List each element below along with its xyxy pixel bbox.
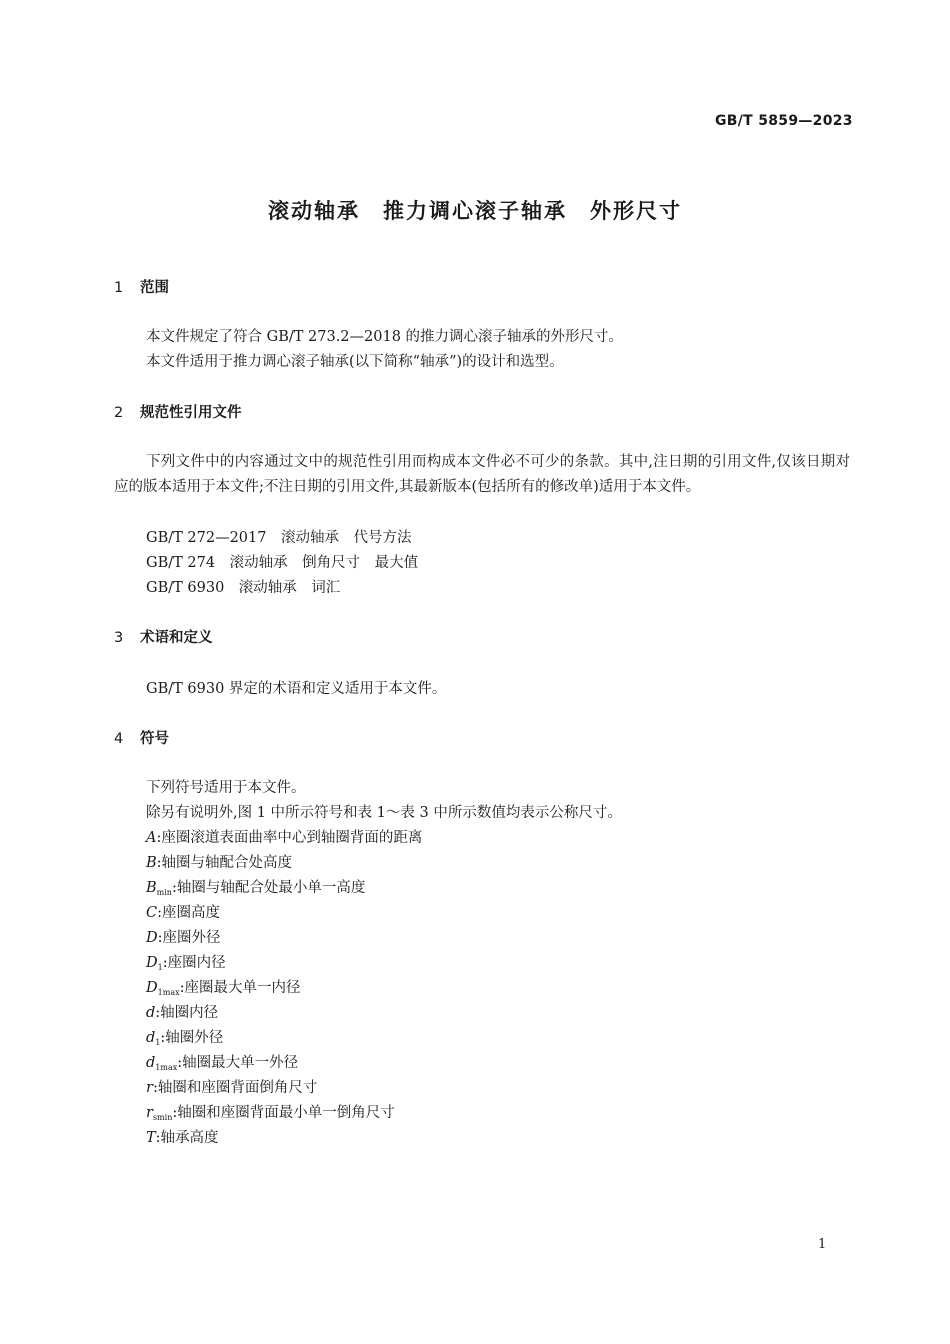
paragraph-line: 本文件适用于推力调心滚子轴承(以下简称“轴承”)的设计和选型。 xyxy=(146,354,564,370)
symbol-description: :轴圈最大单一外径 xyxy=(177,1055,299,1071)
standard-number: GB/T 5859—2023 xyxy=(715,113,853,129)
document-title: 滚动轴承 推力调心滚子轴承 外形尺寸 xyxy=(268,199,682,223)
symbol-description: :轴圈和座圈背面倒角尺寸 xyxy=(152,1080,318,1096)
reference-item: GB/T 6930 滚动轴承 词汇 xyxy=(146,580,341,596)
symbol-item xyxy=(146,901,220,922)
reference-item: GB/T 272—2017 滚动轴承 代号方法 xyxy=(146,530,412,546)
symbol-item xyxy=(146,1101,395,1122)
section-number: 3 xyxy=(114,630,124,646)
symbol-item xyxy=(146,951,226,972)
symbol: T xyxy=(146,1130,156,1146)
symbol: A xyxy=(146,830,157,846)
symbol-subscript: 1max xyxy=(155,1063,178,1072)
section-title: 范围 xyxy=(140,280,169,296)
symbol-item xyxy=(146,1126,219,1147)
normative-paragraph: 下列文件中的内容通过文中的规范性引用而构成本文件必不可少的条款。其中,注日期的引用文件,仅该日期对应的版本适用于本文件;不注日期的引用文件,其最新版本(包括所有的修改单)适用于本文件。 xyxy=(114,454,850,495)
section-2-heading xyxy=(114,401,242,422)
section-title: 规范性引用文件 xyxy=(140,405,242,421)
section-4-heading xyxy=(114,727,169,748)
symbol-subscript: 1max xyxy=(157,988,180,997)
symbol: B xyxy=(146,880,157,896)
symbol-item xyxy=(146,826,422,847)
symbol-item xyxy=(146,851,292,872)
symbol-description: :座圈内径 xyxy=(162,955,226,971)
symbol-description: :座圈外径 xyxy=(157,930,221,946)
symbol: r xyxy=(146,1080,153,1096)
section-title: 符号 xyxy=(140,731,169,747)
symbol-subscript: smin xyxy=(152,1113,173,1122)
section-number: 4 xyxy=(114,731,124,747)
paragraph-line: GB/T 6930 界定的术语和定义适用于本文件。 xyxy=(146,681,447,697)
symbol-item xyxy=(146,976,301,997)
symbol-item xyxy=(146,1001,218,1022)
symbol-item xyxy=(146,1051,298,1072)
symbol: D xyxy=(146,955,158,971)
symbol-description: :轴圈外径 xyxy=(160,1030,224,1046)
section-3-heading xyxy=(114,626,213,647)
paragraph-line: 除另有说明外,图 1 中所示符号和表 1～表 3 中所示数值均表示公称尺寸。 xyxy=(146,805,622,821)
symbol-item xyxy=(146,926,221,947)
symbol-description: :轴圈内径 xyxy=(155,1005,219,1021)
symbol-subscript: min xyxy=(156,888,172,897)
symbol-item xyxy=(146,1026,223,1047)
symbol-item xyxy=(146,1076,317,1097)
paragraph-line: 本文件规定了符合 GB/T 273.2—2018 的推力调心滚子轴承的外形尺寸。 xyxy=(146,329,624,345)
symbol: D xyxy=(146,930,158,946)
symbol: d xyxy=(146,1005,156,1021)
symbol-description: :轴承高度 xyxy=(155,1130,219,1146)
page-number: 1 xyxy=(818,1237,827,1252)
symbol-description: :座圈滚道表面曲率中心到轴圈背面的距离 xyxy=(156,830,423,846)
symbol-description: :轴圈与轴配合处高度 xyxy=(156,855,293,871)
symbol-subscript: 1 xyxy=(157,963,163,972)
symbol: d xyxy=(146,1055,156,1071)
symbol-description: :轴圈和座圈背面最小单一倒角尺寸 xyxy=(172,1105,395,1121)
section-1-heading xyxy=(114,276,169,297)
symbol-description: :座圈最大单一内径 xyxy=(179,980,301,996)
symbol: D xyxy=(146,980,158,996)
section-title: 术语和定义 xyxy=(140,630,213,646)
paragraph-line: 下列符号适用于本文件。 xyxy=(146,780,306,796)
symbol-item xyxy=(146,876,365,897)
symbol-description: :座圈高度 xyxy=(157,905,220,921)
symbol-subscript: 1 xyxy=(155,1038,161,1047)
section-number: 1 xyxy=(114,280,124,296)
reference-item: GB/T 274 滚动轴承 倒角尺寸 最大值 xyxy=(146,555,419,571)
section-number: 2 xyxy=(114,405,124,421)
symbol-description: :轴圈与轴配合处最小单一高度 xyxy=(171,880,366,896)
symbol: B xyxy=(146,855,157,871)
symbol: d xyxy=(146,1030,156,1046)
symbol: r xyxy=(146,1105,153,1121)
symbol: C xyxy=(146,905,158,921)
